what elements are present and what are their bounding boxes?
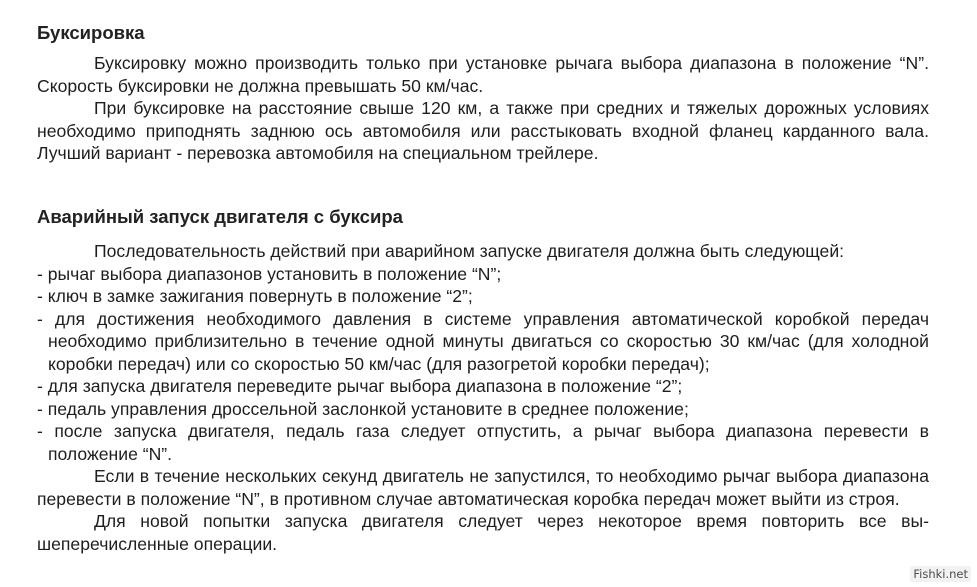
list-item <box>37 420 929 465</box>
list-marker: - <box>37 263 43 284</box>
list-marker: - <box>37 308 43 329</box>
list-item <box>37 375 929 398</box>
section-body-towing <box>37 52 929 165</box>
list-item-text: педаль управления дроссельной заслонкой установите в среднее положение; <box>47 398 689 419</box>
list-marker: - <box>37 421 43 441</box>
list-item-text: рычаг выбора диапазонов установить в положение “N”; <box>47 263 502 284</box>
list-marker: - <box>37 286 43 306</box>
list-item <box>37 398 929 421</box>
section-body-emergency-start <box>37 240 929 555</box>
list-item-text: для запуска двигателя переведите рычаг выбора диапазона в положение “2”; <box>47 376 683 396</box>
list-item <box>37 263 929 286</box>
steps-list <box>37 263 929 466</box>
list-item <box>37 285 929 308</box>
paragraph: Буксировку можно производить только при установке рычага выбора диапазона в положение “N”. Скорость буксировки не должна превышать 50 км/час. <box>37 53 929 96</box>
list-item-text: после запуска двигателя, педаль газа следует отпустить, а рычаг выбора диапазона перевести в положение “N”. <box>48 421 929 464</box>
paragraph: При буксировке на расстояние свыше 120 км, а также при средних и тяжелых дорожных условиях необходимо приподнять заднюю ось автомобиля или расстыковать входной фланец карданного вала. Лучший вариант - перевозка автомобиля на специальном трейлере. <box>37 98 929 163</box>
list-item <box>37 308 929 376</box>
paragraph: Для новой попытки запуска двигателя следует через некоторое время повторить все вышеперечисленные операции. <box>37 511 929 554</box>
list-item-text: для достижения необходимого давления в системе управления автоматической коробкой передач необходимо приблизительно в течение одной минуты двигаться со скоростью 30 км/час (для холодной коробки передач) или со скоростью 50 км/час (для разогретой коробки передач); <box>48 308 929 374</box>
paragraph: Если в течение нескольких секунд двигатель не запустился, то необходимо рычаг выбора диапазона перевести в положение “N”, в противном случае автоматическая коробка передач может выйти из строя. <box>37 466 929 509</box>
list-item-text: ключ в замке зажигания повернуть в положение “2”; <box>47 286 473 306</box>
section-heading-emergency-start: Аварийный запуск двигателя с буксира <box>37 206 403 227</box>
watermark-label: Fishki.net <box>910 566 971 582</box>
section-heading-towing: Буксировка <box>37 22 145 43</box>
list-marker: - <box>37 376 43 396</box>
intro-paragraph: Последовательность действий при аварийном запуске двигателя должна быть следующей: <box>94 241 845 261</box>
list-marker: - <box>37 398 43 419</box>
